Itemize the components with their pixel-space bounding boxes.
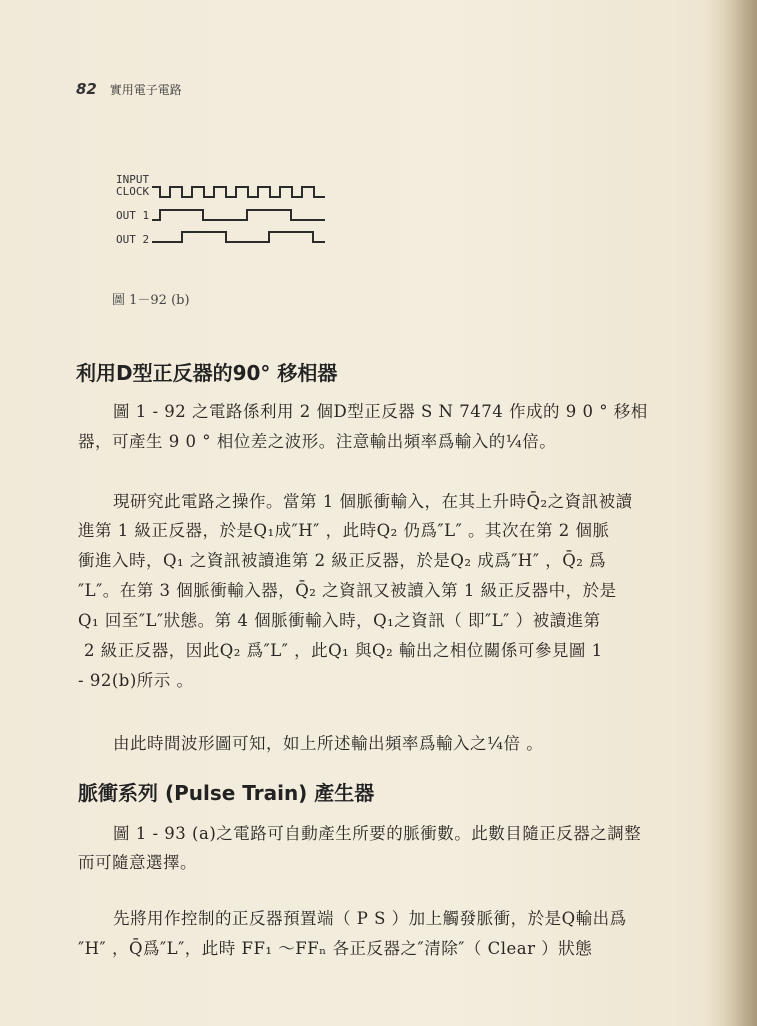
paragraph-line: 而可隨意選擇。 (78, 853, 197, 872)
book-title: 實用電子電路 (109, 83, 182, 97)
section-heading-phase-shifter: 利用D型正反器的90° 移相器 (76, 361, 338, 385)
paragraph-line: 先將用作控制的正反器預置端（ P S ）加上觸發脈衝，於是Q輸出爲 (113, 909, 627, 928)
paragraph-line: 器，可產生 9 0 ° 相位差之波形。注意輸出頻率爲輸入的¼倍。 (78, 432, 557, 451)
paragraph-line: Q₁ 回至″L″狀態。第 4 個脈衝輸入時，Q₁之資訊（ 即″L″ ）被讀進第 (78, 611, 601, 630)
paragraph-line: 衝進入時，Q₁ 之資訊被讀進第 2 級正反器，於是Q₂ 成爲″H″ ，Q̄₂ 爲 (78, 551, 607, 570)
section-heading-pulse-train: 脈衝系列 (Pulse Train) 產生器 (78, 781, 375, 805)
paragraph-line: 圖 1 - 93 (a)之電路可自動產生所要的脈衝數。此數目隨正反器之調整 (113, 824, 642, 843)
book-spine-shadow (723, 0, 757, 1026)
paragraph-line: ″H″ ，Q̄爲″L″，此時 FF₁ ～FFₙ 各正反器之″清除″（ Clear ）狀態 (78, 939, 593, 958)
clock-waveform (152, 187, 325, 197)
paragraph-line: ″L″。在第 3 個脈衝輸入器，Q̄₂ 之資訊又被讀入第 1 級正反器中，於是 (78, 581, 617, 600)
paragraph-line: 由此時間波形圖可知，如上所述輸出頻率爲輸入之¼倍 。 (113, 734, 544, 753)
label-out1: OUT 1 (116, 209, 150, 222)
paragraph-line: 進第 1 級正反器，於是Q₁成″H″ ，此時Q₂ 仍爲″L″ 。其次在第 2 個脈 (78, 521, 610, 540)
paragraph-line: 圖 1 - 92 之電路係利用 2 個D型正反器 S N 7474 作成的 9 0 ° 移相 (113, 402, 648, 421)
waveforms (150, 180, 340, 250)
figure-caption: 圖 1－92 (b) (112, 293, 190, 308)
running-header (76, 80, 182, 98)
paragraph-line: 2 級正反器，因此Q₂ 爲″L″ ，此Q₁ 與Q₂ 輸出之相位關係可參見圖 1 (84, 641, 603, 660)
paragraph-line: - 92(b)所示 。 (78, 671, 194, 690)
out1-waveform (152, 210, 325, 220)
label-out2: OUT 2 (116, 233, 150, 246)
page-number: 82 (76, 80, 97, 98)
label-clock: CLOCK (116, 185, 150, 198)
label-input: INPUT (116, 173, 150, 186)
out2-waveform (152, 232, 325, 242)
paragraph-line: 現研究此電路之操作。當第 1 個脈衝輸入，在其上升時Q̄₂之資訊被讀 (113, 492, 633, 511)
